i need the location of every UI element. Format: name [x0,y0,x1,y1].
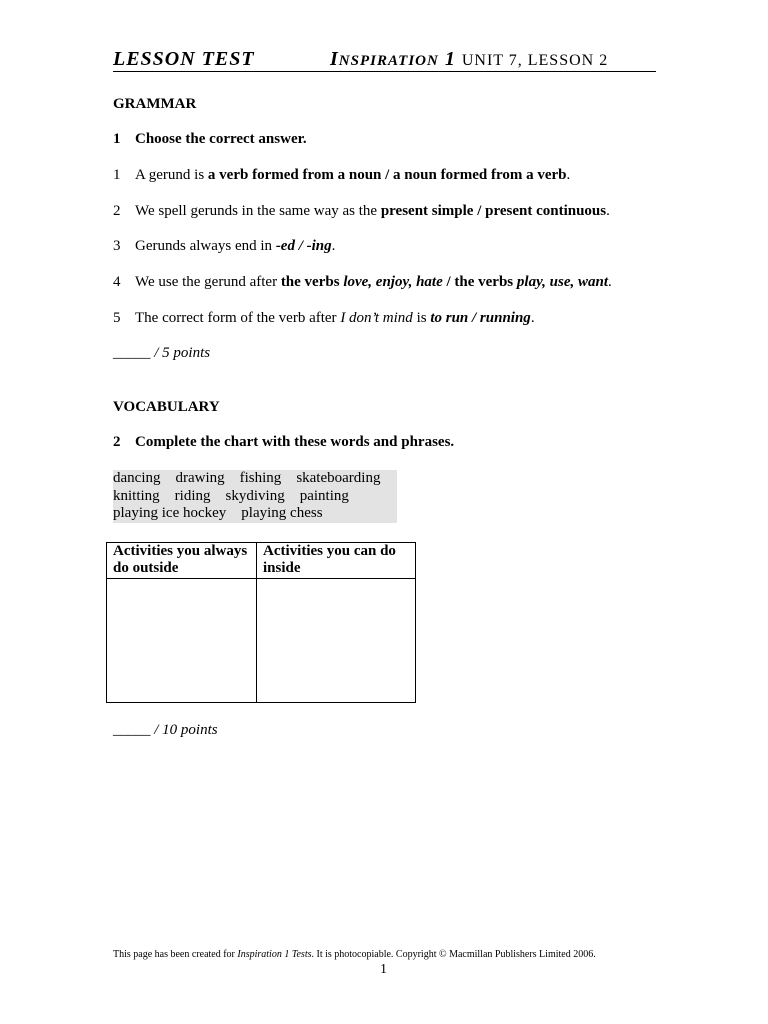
word-box [113,470,397,523]
grammar-points: _____ / 5 points [113,345,211,361]
activities-chart [106,542,416,703]
vocabulary-heading: VOCABULARY [113,399,220,415]
chart-header-outside: Activities you always do outside [107,543,257,579]
word-item: knitting [113,487,160,504]
word-item: skateboarding [296,470,381,486]
grammar-item-3: 3 Gerunds always end in -ed / -ing. [113,238,336,254]
grammar-item-4: 4 We use the gerund after the verbs love, enjoy, hate / the verbs play, use, want. [113,274,612,290]
word-row [113,488,397,506]
lesson-test-title: LESSON TEST [113,48,255,70]
grammar-heading: GRAMMAR [113,96,197,112]
answer-choice[interactable]: to run / running [430,310,531,326]
word-row [113,505,397,523]
unit-label: UNIT 7, LESSON 2 [461,52,609,69]
brand-name: INSPIRATION 1 [330,48,456,70]
grammar-item-1: 1 A gerund is a verb formed from a noun / a noun formed from a verb. [113,167,571,183]
vocabulary-points: _____ / 10 points [113,722,218,738]
grammar-instruction: 1 Choose the correct answer. [113,131,307,147]
copyright-note: This page has been created for Inspiration 1 Tests. It is photocopiable. Copyright © Macmillan Publishers Limited 2006. [113,949,596,960]
answer-choice-a[interactable]: the verbs love, enjoy, hate / the verbs play, use, want [280,274,609,290]
answer-choice[interactable]: present simple / present continuous [380,203,607,219]
answer-choice[interactable]: -ed / -ing [275,238,332,254]
chart-cell-inside[interactable] [257,579,416,703]
answer-choice[interactable]: a verb formed from a noun / a noun formed from a verb [207,167,567,183]
word-item: playing ice hockey [113,505,227,521]
word-item: fishing [239,470,282,486]
word-item: skydiving [225,487,285,504]
chart-header-inside: Activities you can do inside [257,543,416,579]
word-item: playing chess [241,505,323,521]
word-row [113,470,397,488]
word-item: drawing [175,470,225,486]
page-number: 1 [380,962,387,977]
score-blank[interactable]: _____ [113,722,151,738]
course-title [330,48,608,71]
score-blank[interactable]: _____ [113,345,151,361]
grammar-item-2: 2 We spell gerunds in the same way as the present simple / present continuous. [113,203,610,219]
chart-cell-outside[interactable] [107,579,257,703]
word-item: painting [299,487,349,504]
vocabulary-instruction: 2 Complete the chart with these words and phrases. [113,434,455,450]
word-item: dancing [113,470,161,486]
page-header [113,46,656,72]
word-item: riding [174,487,211,504]
grammar-item-5: 5 The correct form of the verb after I don’t mind is to run / running. [113,310,535,326]
